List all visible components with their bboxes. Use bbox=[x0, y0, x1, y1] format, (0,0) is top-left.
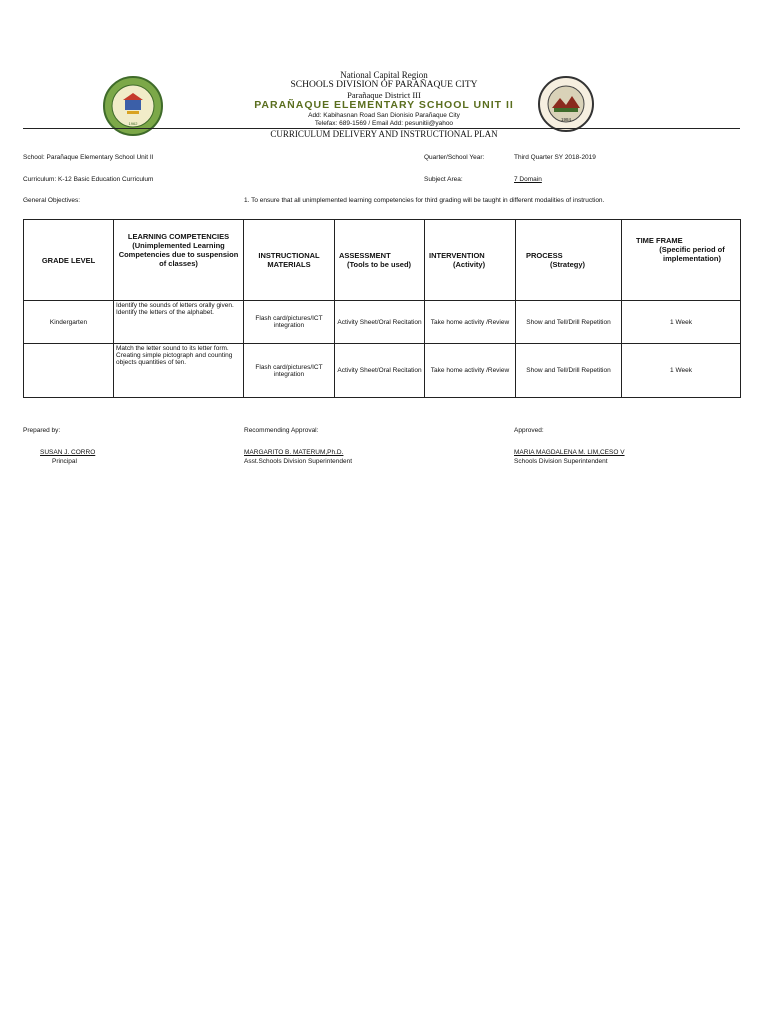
recommending-name: MARGARITO B. MATERUM,Ph.D. bbox=[244, 449, 344, 456]
table-row bbox=[24, 344, 741, 398]
recommending-title: Asst.Schools Division Superintendent bbox=[244, 458, 353, 465]
objectives-value: 1. To ensure that all unimplemented learning competencies for third grading will be taught in different modalities of instruction. bbox=[244, 197, 605, 204]
prepared-by-label: Prepared by: bbox=[23, 427, 61, 434]
approved-title: Schools Division Superintendent bbox=[514, 458, 608, 465]
cell-time: 1 Week bbox=[622, 301, 741, 344]
subject-label: Subject Area: bbox=[424, 176, 463, 183]
cell-materials: Flash card/pictures/ICT integration bbox=[244, 344, 335, 398]
recommending-label: Recommending Approval: bbox=[244, 427, 319, 434]
cell-materials: Flash card/pictures/ICT integration bbox=[244, 301, 335, 344]
subject-value: 7 Domain bbox=[514, 176, 542, 183]
objectives-label: General Objectives: bbox=[23, 197, 81, 204]
district-text: Parañaque District III bbox=[347, 90, 421, 100]
prepared-by-name: SUSAN J. CORRO bbox=[40, 449, 96, 456]
cell-process: Show and Tell/Drill Repetition bbox=[516, 301, 622, 344]
school-name-heading: PARAÑAQUE ELEMENTARY SCHOOL UNIT II bbox=[254, 99, 514, 111]
cell-assessment: Activity Sheet/Oral Recitation bbox=[335, 301, 425, 344]
school-label: School: Parañaque Elementary School Unit II bbox=[23, 154, 154, 161]
header-time-frame: TIME FRAME (Specific period of implementation) bbox=[622, 220, 741, 301]
school-seal-year: 1962 bbox=[128, 121, 138, 126]
quarter-label: Quarter/School Year: bbox=[424, 154, 485, 161]
cell-intervention: Take home activity /Review bbox=[425, 344, 516, 398]
prepared-by-title: Principal bbox=[52, 458, 77, 465]
approved-name: MARIA MAGDALENA M. LIM,CESO V bbox=[514, 449, 625, 456]
header-intervention: INTERVENTION (Activity) bbox=[425, 220, 516, 301]
region-text: National Capital Region bbox=[340, 70, 428, 80]
curriculum-label: Curriculum: K-12 Basic Education Curriculum bbox=[23, 176, 154, 183]
header-learning-competencies: LEARNING COMPETENCIES (Unimplemented Learning Competencies due to suspension of classes) bbox=[114, 220, 244, 301]
division-seal-year: 1984 bbox=[560, 117, 571, 122]
cell-intervention: Take home activity /Review bbox=[425, 301, 516, 344]
table-row bbox=[24, 301, 741, 344]
instructional-plan-table bbox=[23, 219, 741, 398]
header-instructional-materials: INSTRUCTIONAL MATERIALS bbox=[244, 220, 335, 301]
curriculum-value: K-12 Basic Education Curriculum bbox=[58, 176, 154, 183]
cell-grade: Kindergarten bbox=[24, 301, 114, 344]
address-text: Add: Kabihasnan Road San Dionisio Parañaque City bbox=[308, 112, 460, 119]
cell-process: Show and Tell/Drill Repetition bbox=[516, 344, 622, 398]
header-process: PROCESS (Strategy) bbox=[516, 220, 622, 301]
quarter-value: Third Quarter SY 2018-2019 bbox=[514, 154, 596, 161]
cell-competencies: Identify the sounds of letters orally given. Identify the letters of the alphabet. bbox=[114, 301, 244, 344]
header-grade-level: GRADE LEVEL bbox=[24, 220, 114, 301]
school-value: Parañaque Elementary School Unit II bbox=[46, 154, 154, 161]
approved-label: Approved: bbox=[514, 427, 544, 434]
cell-grade bbox=[24, 344, 114, 398]
cell-assessment: Activity Sheet/Oral Recitation bbox=[335, 344, 425, 398]
division-text: SCHOOLS DIVISION OF PARAÑAQUE CITY bbox=[290, 80, 478, 90]
header-assessment: ASSESSMENT (Tools to be used) bbox=[335, 220, 425, 301]
table-header-row bbox=[24, 220, 741, 301]
cell-competencies: Match the letter sound to its letter form. Creating simple pictograph and counting objects quantities of ten. bbox=[114, 344, 244, 398]
contact-text: Telefax: 689-1569 / Email Add: pesunitii@yahoo bbox=[314, 120, 454, 127]
plan-title: CURRICULUM DELIVERY AND INSTRUCTIONAL PLAN bbox=[270, 129, 498, 139]
cell-time: 1 Week bbox=[622, 344, 741, 398]
